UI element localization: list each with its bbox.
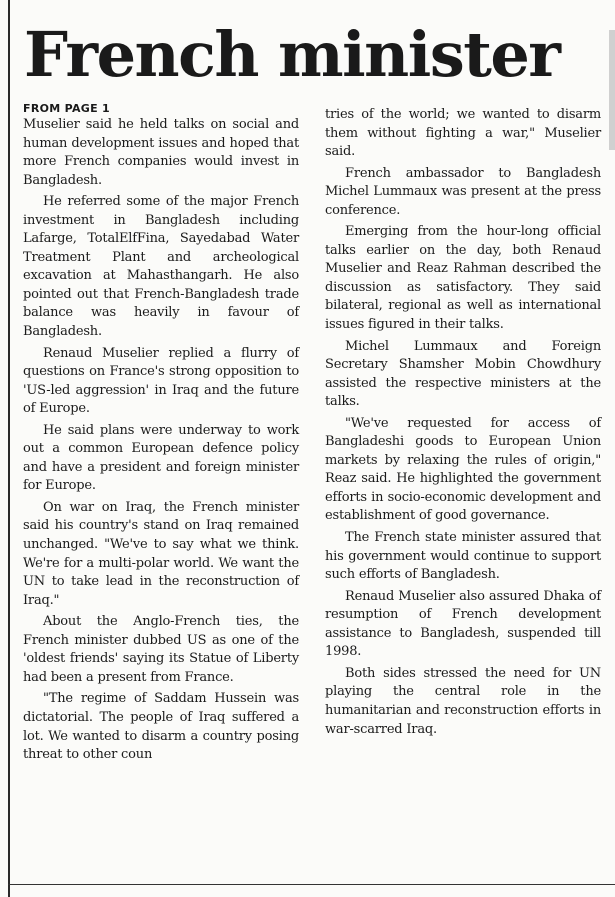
paragraph: Emerging from the hour-long official talks earlier on the day, both Renaud Muselier and Reaz Rahman described the discussion as satisfactory. They said bilateral, regional as well as international issues figured in their talks. bbox=[325, 224, 601, 333]
paragraph: On war on Iraq, the French minister said his country's stand on Iraq remained unchanged. "We've to say what we think. We're for a multi-polar world. We want the UN to take lead in the reconstruction of Iraq." bbox=[23, 499, 299, 608]
kicker: FROM PAGE 1 bbox=[23, 102, 111, 115]
paragraph: "The regime of Saddam Hussein was dictatorial. The people of Iraq suffered a lot. We wanted to disarm a country posing threat to other coun bbox=[23, 691, 299, 763]
headline: French minister bbox=[24, 18, 560, 91]
paragraph: The French state minister assured that his government would continue to support such efforts of Bangladesh. bbox=[325, 530, 601, 583]
left-column bbox=[23, 102, 299, 768]
paragraph: He said plans were underway to work out a common European defence policy and have a president and foreign minister for Europe. bbox=[23, 422, 299, 494]
paragraph: He referred some of the major French investment in Bangladesh including Lafarge, TotalElfFina, Sayedabad Water Treatment Plant and archeological excavation at Mahasthangarh. He also pointed out that French-Bangladesh trade balance was heavily in favour of Bangladesh. bbox=[23, 194, 299, 340]
paragraph: About the Anglo-French ties, the French minister dubbed US as one of the 'oldest friends' saying its Statue of Liberty had been a present from France. bbox=[23, 614, 299, 685]
paragraph: tries of the world; we wanted to disarm them without fighting a war," Muselier said. bbox=[325, 107, 601, 160]
paragraph: French ambassador to Bangladesh Michel Lummaux was present at the press conference. bbox=[325, 165, 601, 218]
paragraph: "We've requested for access of Bangladeshi goods to European Union markets by relaxing the rules of origin," Reaz said. He highlighted the government efforts in socio-economic development and establishment of good governance. bbox=[325, 415, 601, 524]
right-edge-shadow bbox=[609, 30, 615, 150]
left-border-rule bbox=[8, 0, 10, 897]
paragraph: Renaud Muselier replied a flurry of questions on France's strong opposition to 'US-led aggression' in Iraq and the future of Europe. bbox=[23, 345, 299, 417]
paragraph: Renaud Muselier also assured Dhaka of resumption of French development assistance to Bangladesh, suspended till 1998. bbox=[325, 588, 601, 660]
paragraph: Both sides stressed the need for UN playing the central role in the humanitarian and reconstruction efforts in war-scarred Iraq. bbox=[325, 665, 601, 737]
paragraph: Michel Lummaux and Foreign Secretary Shamsher Mobin Chowdhury assisted the respective ministers at the talks. bbox=[325, 338, 601, 410]
bottom-rule bbox=[8, 884, 615, 885]
right-column bbox=[325, 106, 601, 742]
paragraph: Muselier said he held talks on social and human development issues and hoped that more French companies would invest in Bangladesh. bbox=[23, 117, 299, 188]
